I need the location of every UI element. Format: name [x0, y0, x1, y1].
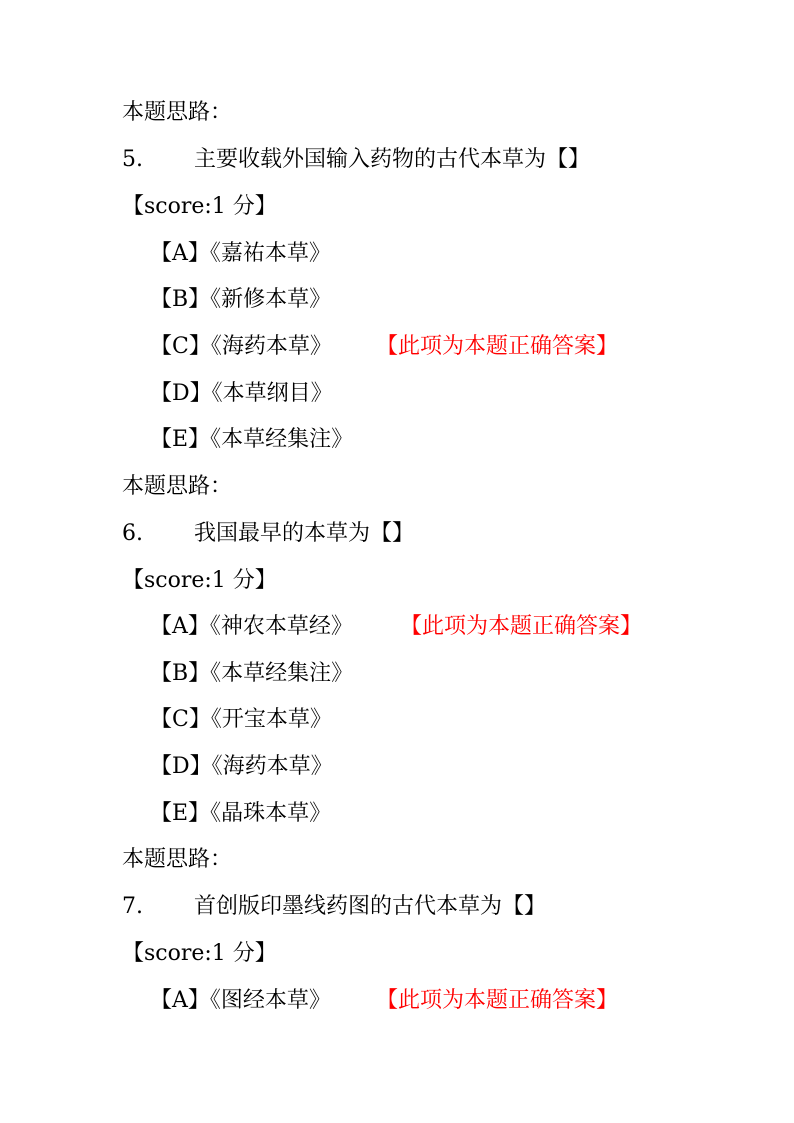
- option-text: 《本草经集注》: [210, 661, 354, 686]
- question-text: 首创版印墨线药图的古代本草为【】: [194, 894, 547, 919]
- option-key: 【D】: [150, 754, 212, 779]
- option-b: [150, 659, 353, 689]
- question-number: 6.: [122, 521, 143, 546]
- question-score: 【score:1 分】: [122, 941, 277, 966]
- question-stem: [122, 145, 590, 175]
- option-d: [150, 379, 333, 409]
- option-d: [150, 752, 333, 782]
- option-a: [150, 612, 353, 642]
- option-text: 《本草纲目》: [211, 381, 333, 406]
- option-key: 【A】: [150, 614, 210, 639]
- option-e: [150, 425, 353, 455]
- question-text: 我国最早的本草为【】: [194, 521, 415, 546]
- thinking-label: 本题思路：: [122, 847, 233, 872]
- option-text: 《海药本草》: [210, 334, 332, 359]
- option-c: [150, 332, 332, 362]
- option-key: 【D】: [150, 381, 212, 406]
- option-text: 《神农本草经》: [209, 614, 353, 639]
- question-text: 主要收载外国输入药物的古代本草为【】: [194, 147, 591, 172]
- option-key: 【B】: [150, 287, 211, 312]
- option-c: [150, 705, 332, 735]
- thinking-label: 本题思路：: [122, 100, 233, 125]
- option-a: [150, 986, 331, 1016]
- option-text: 《开宝本草》: [210, 707, 332, 732]
- option-key: 【B】: [150, 661, 211, 686]
- option-key: 【A】: [150, 241, 210, 266]
- question-stem: [122, 519, 414, 549]
- question-score: 【score:1 分】: [122, 568, 277, 593]
- correct-answer-mark: 【此项为本题正确答案】: [376, 334, 619, 359]
- option-key: 【C】: [150, 707, 211, 732]
- option-key: 【E】: [150, 427, 211, 452]
- option-key: 【C】: [150, 334, 211, 359]
- question-number: 5.: [122, 147, 143, 172]
- option-text: 《晶珠本草》: [210, 801, 332, 826]
- question-number: 7.: [122, 894, 143, 919]
- option-text: 《图经本草》: [209, 988, 331, 1013]
- option-e: [150, 799, 331, 829]
- option-b: [150, 285, 331, 315]
- thinking-label: 本题思路：: [122, 474, 233, 499]
- option-text: 《新修本草》: [210, 287, 332, 312]
- question-stem: [122, 892, 546, 922]
- correct-answer-mark: 【此项为本题正确答案】: [400, 614, 643, 639]
- option-text: 《本草经集注》: [210, 427, 354, 452]
- option-key: 【E】: [150, 801, 211, 826]
- option-text: 《嘉祐本草》: [209, 241, 331, 266]
- option-key: 【A】: [150, 988, 210, 1013]
- option-a: [150, 239, 331, 269]
- option-text: 《海药本草》: [211, 754, 333, 779]
- question-score: 【score:1 分】: [122, 194, 277, 219]
- correct-answer-mark: 【此项为本题正确答案】: [376, 988, 619, 1013]
